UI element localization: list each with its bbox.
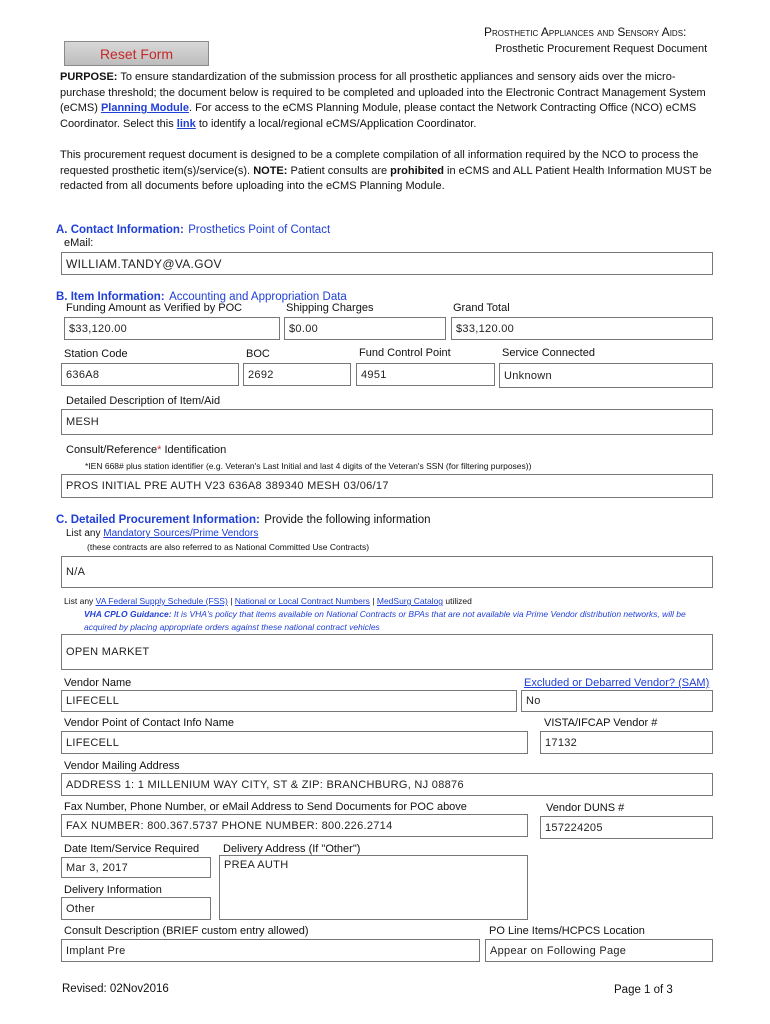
document-title: Prosthetic Appliances and Sensory Aids: (484, 25, 687, 39)
consult-reference-label (66, 444, 226, 456)
intro-text-2: Patient consults are (290, 164, 388, 177)
shipping-label: Shipping Charges (286, 302, 374, 314)
vendor-poc-label: Vendor Point of Contact Info Name (64, 717, 234, 729)
separator-1: | (230, 596, 233, 606)
section-a-subtitle: Prosthetics Point of Contact (188, 224, 331, 236)
revised-date: Revised: 02Nov2016 (62, 983, 169, 995)
medsurg-catalog-link[interactable]: MedSurg Catalog (376, 596, 444, 606)
station-code-field[interactable]: 636A8 (61, 363, 239, 386)
mandatory-sources-link[interactable]: Mandatory Sources/Prime Vendors (103, 528, 259, 539)
date-required-label: Date Item/Service Required (64, 843, 200, 855)
vendor-poc-field[interactable]: LIFECELL (61, 731, 528, 754)
service-connected-label: Service Connected (502, 347, 595, 359)
intro-text-1: This procurement request document is designed to be a complete compilation of all information required by the NCO to process the requested prosthetic item(s)/service(s). (60, 149, 699, 177)
mandatory-sources-line (66, 528, 258, 539)
email-label: eMail: (64, 237, 94, 249)
cplo-guidance-label: VHA CPLO Guidance: (84, 609, 172, 619)
consult-reference-field[interactable]: PROS INITIAL PRE AUTH V23 636A8 389340 MESH 03/06/17 (61, 474, 713, 498)
fund-control-point-field[interactable]: 4951 (356, 363, 495, 386)
national-contracts-link[interactable]: National or Local Contract Numbers (234, 596, 370, 606)
po-line-items-label: PO Line Items/HCPCS Location (489, 925, 645, 937)
list-any-text-2: List any (64, 596, 94, 606)
consult-description-label: Consult Description (BRIEF custom entry allowed) (64, 925, 309, 937)
section-c-heading (56, 510, 431, 528)
cplo-guidance-text: It is VHA's policy that items available on National Contracts or BPAs that are not available via Prime Vendor distribution networks, will be acquired by placing appropriate orders against these national contract vehicles (84, 609, 686, 632)
excluded-vendor-link[interactable]: Excluded or Debarred Vendor? (SAM) (524, 677, 710, 689)
purpose-text-2: . For access to the eCMS Planning Module, please contact the Network Contracting Office (NCO) eCMS Coordinator. Select this (60, 102, 697, 130)
grand-total-label: Grand Total (453, 302, 510, 314)
consult-label-text-2: Identification (164, 444, 227, 456)
document-subtitle: Prosthetic Procurement Request Document (495, 43, 708, 55)
vista-vendor-label: VISTA/IFCAP Vendor # (544, 717, 658, 729)
delivery-info-field[interactable]: Other (61, 897, 211, 920)
section-b-subtitle: Accounting and Appropriation Data (169, 291, 347, 303)
boc-label: BOC (246, 348, 270, 360)
funding-label: Funding Amount as Verified by POC (66, 302, 243, 314)
station-code-label: Station Code (64, 348, 128, 360)
email-field[interactable]: WILLIAM.TANDY@VA.GOV (61, 252, 713, 275)
purpose-text-1: To ensure standardization of the submission process for all prosthetic appliances and sensory aids over the micro-purchase threshold; the document below is required to be completed and uploaded into the Electronic Contract Management System (eCMS) (60, 71, 706, 114)
delivery-info-label: Delivery Information (64, 884, 162, 896)
service-connected-field[interactable]: Unknown (499, 363, 713, 388)
utilized-text: utilized (445, 596, 472, 606)
page-number: Page 1 of 3 (614, 984, 673, 996)
vendor-name-field[interactable]: LIFECELL (61, 690, 517, 712)
date-required-field[interactable]: Mar 3, 2017 (61, 857, 211, 878)
delivery-address-field[interactable]: PREA AUTH (219, 855, 528, 920)
vendor-name-label: Vendor Name (64, 677, 132, 689)
section-b-title: B. Item Information: (56, 291, 165, 303)
vendor-duns-label: Vendor DUNS # (546, 802, 625, 814)
prohibited-word: prohibited (390, 164, 444, 177)
fund-control-point-label: Fund Control Point (359, 347, 451, 359)
purpose-label: PURPOSE: (60, 71, 118, 83)
vendor-duns-field[interactable]: 157224205 (540, 816, 713, 839)
vista-vendor-field[interactable]: 17132 (540, 731, 713, 754)
section-c-title: C. Detailed Procurement Information: (56, 514, 260, 526)
description-field[interactable]: MESH (61, 409, 713, 435)
grand-total-field[interactable]: $33,120.00 (451, 317, 713, 340)
list-any-text: List any (66, 528, 101, 539)
mailing-address-field[interactable]: ADDRESS 1: 1 MILLENIUM WAY CITY, ST & ZIP: BRANCHBURG, NJ 08876 (61, 773, 713, 796)
section-c-subtitle: Provide the following information (264, 514, 431, 526)
intro-text-3: in eCMS and ALL Patient Health Information MUST be redacted from all documents before uploading into the eCMS Planning Module. (60, 164, 712, 192)
fax-phone-label: Fax Number, Phone Number, or eMail Address to Send Documents for POC above (64, 801, 467, 813)
funding-amount-field[interactable]: $33,120.00 (64, 317, 280, 340)
reset-form-button[interactable]: Reset Form (64, 41, 209, 66)
purpose-text-3: to identify a local/regional eCMS/Application Coordinator. (198, 117, 477, 130)
cplo-guidance (84, 608, 709, 634)
mandatory-sources-field[interactable]: N/A (61, 556, 713, 588)
contracts-utilized-field[interactable]: OPEN MARKET (61, 634, 713, 670)
delivery-address-label: Delivery Address (If "Other") (223, 843, 361, 855)
coordinator-link[interactable]: link (176, 117, 196, 130)
contract-sources-line (64, 596, 472, 606)
section-a-heading (56, 220, 330, 238)
required-asterisk: * (157, 444, 162, 456)
po-line-items-field[interactable]: Appear on Following Page (485, 939, 713, 962)
note-label: NOTE: (253, 164, 288, 177)
intro-paragraph (60, 148, 715, 195)
consult-note: *IEN 668# plus station identifier (e.g. Veteran's Last Initial and last 4 digits of the Veteran's SSN (for filtering purposes)) (85, 461, 532, 471)
purpose-paragraph (60, 70, 715, 132)
consult-label-text: Consult/Reference (66, 444, 158, 456)
boc-field[interactable]: 2692 (243, 363, 351, 386)
consult-description-field[interactable]: Implant Pre (61, 939, 480, 962)
fss-link[interactable]: VA Federal Supply Schedule (FSS) (95, 596, 228, 606)
fax-phone-field[interactable]: FAX NUMBER: 800.367.5737 PHONE NUMBER: 800.226.2714 (61, 814, 528, 837)
planning-module-link[interactable]: Planning Module (100, 102, 189, 114)
shipping-charges-field[interactable]: $0.00 (284, 317, 446, 340)
mailing-address-label: Vendor Mailing Address (64, 760, 180, 772)
excluded-vendor-field[interactable]: No (521, 690, 713, 712)
description-label: Detailed Description of Item/Aid (66, 395, 221, 407)
section-a-title: A. Contact Information: (56, 224, 184, 236)
separator-2: | (372, 596, 375, 606)
mandatory-sources-note: (these contracts are also referred to as National Committed Use Contracts) (87, 542, 370, 552)
